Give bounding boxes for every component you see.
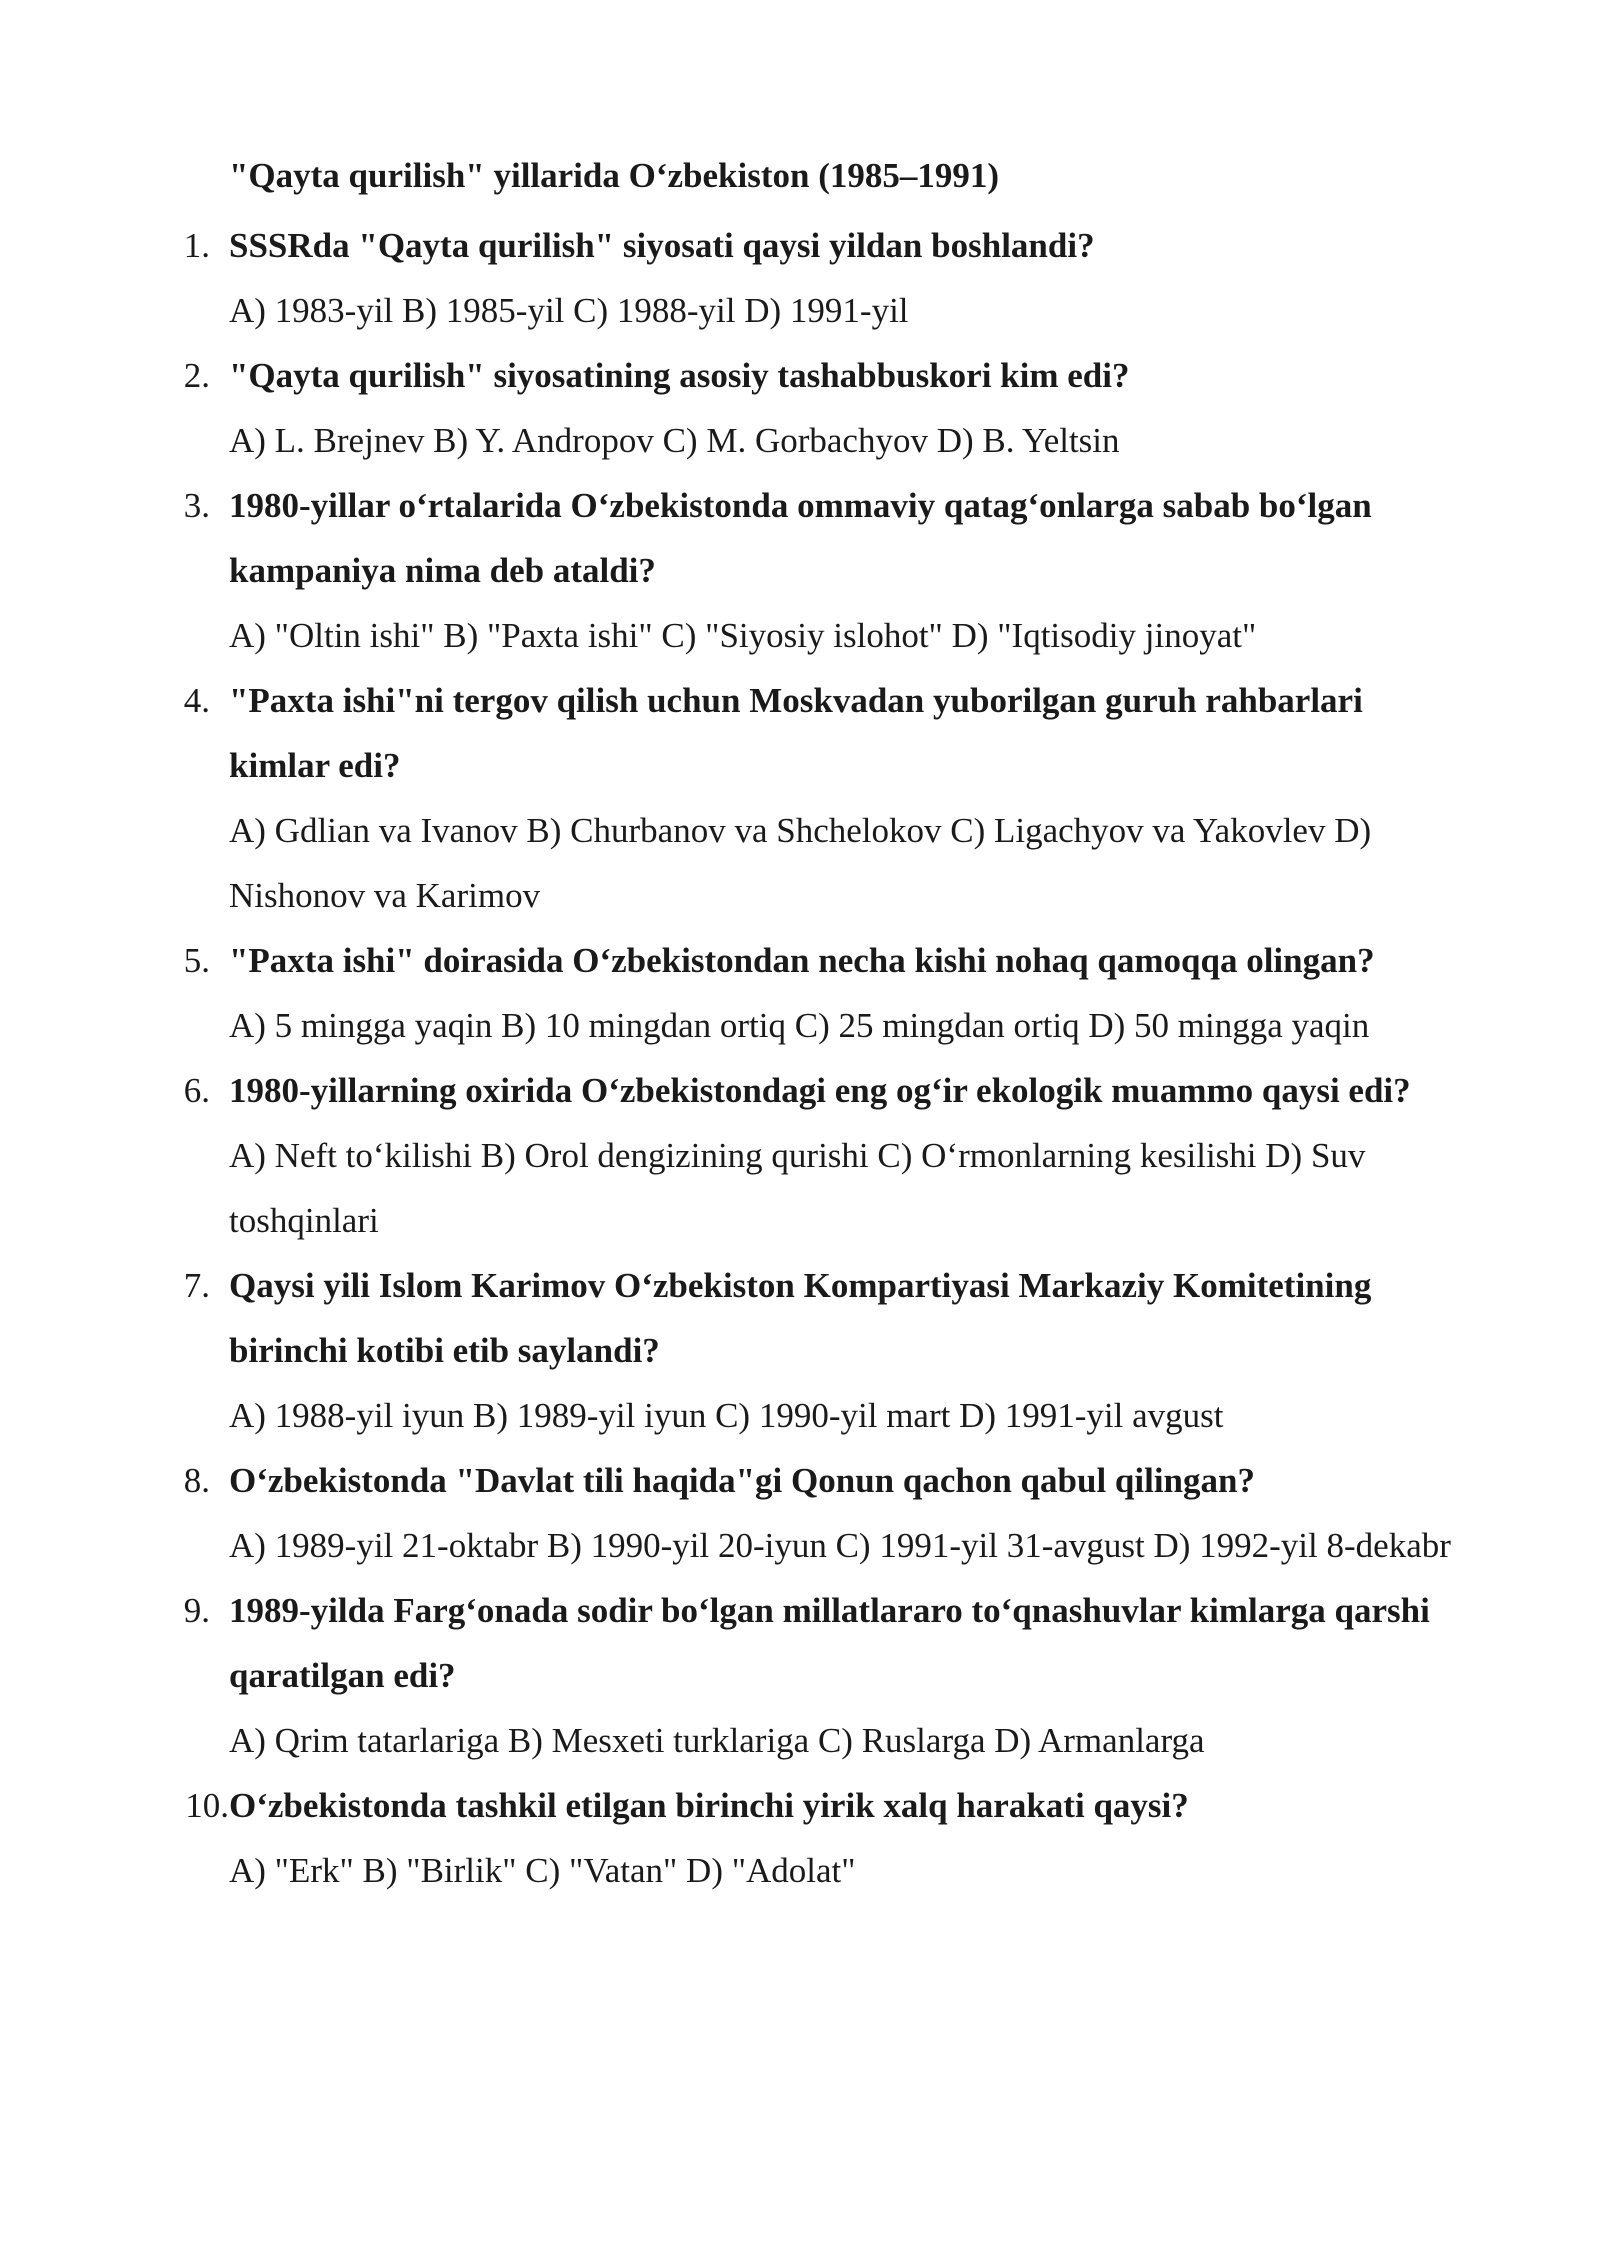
question-number: 4. [183,681,210,720]
answer-options: A) 5 mingga yaqin B) 10 mingdan ortiq C) 25 mingdan ortiq D) 50 mingga yaqin [229,1006,1370,1045]
question-text: 1980-yillar o‘rtalarida O‘zbekistonda ommaviy qatag‘onlarga sabab bo‘lgan kampaniya nima deb ataldi? [229,486,1372,590]
question-item [0,668,1600,928]
question-number: 2. [183,356,210,395]
answer-options: A) Gdlian va Ivanov B) Churbanov va Shchelokov C) Ligachyov va Yakovlev D) Nishonov va Karimov [229,811,1372,915]
question-number: 7. [183,1266,210,1305]
question-number: 6. [183,1071,210,1110]
answer-options: A) "Erk" B) "Birlik" C) "Vatan" D) "Adolat" [229,1851,856,1890]
document-title: "Qayta qurilish" yillarida O‘zbekiston (1985–1991) [229,156,1000,195]
question-item [0,213,1600,343]
answer-options: A) 1983-yil B) 1985-yil C) 1988-yil D) 1991-yil [229,291,909,330]
question-item [0,343,1600,473]
question-text: 1989-yilda Farg‘onada sodir bo‘lgan millatlararo to‘qnashuvlar kimlarga qarshi qaratilgan edi? [229,1591,1430,1695]
question-item [0,473,1600,668]
question-item [0,1253,1600,1448]
question-list [0,213,1600,1903]
question-text: 1980-yillarning oxirida O‘zbekistondagi eng og‘ir ekologik muammo qaysi edi? [229,1071,1411,1110]
question-number: 3. [183,486,210,525]
question-text: Qaysi yili Islom Karimov O‘zbekiston Kompartiyasi Markaziy Komitetining birinchi kotibi etib saylandi? [229,1266,1372,1370]
question-text: "Paxta ishi" doirasida O‘zbekistondan necha kishi nohaq qamoqqa olingan? [229,941,1375,980]
question-text: SSSRda "Qayta qurilish" siyosati qaysi yildan boshlandi? [229,226,1095,265]
question-item [0,1448,1600,1578]
answer-options: A) 1989-yil 21-oktabr B) 1990-yil 20-iyun C) 1991-yil 31-avgust D) 1992-yil 8-dekabr [229,1526,1451,1565]
question-item [0,1773,1600,1903]
answer-options: A) Qrim tatarlariga B) Mesxeti turklariga C) Ruslarga D) Armanlarga [229,1721,1205,1760]
question-number: 8. [183,1461,210,1500]
question-number: 1. [183,226,210,265]
question-text: "Paxta ishi"ni tergov qilish uchun Moskvadan yuborilgan guruh rahbarlari kimlar edi? [229,681,1363,785]
question-item [0,1058,1600,1253]
answer-options: A) Neft to‘kilishi B) Orol dengizining qurishi C) O‘rmonlarning kesilishi D) Suv toshqinlari [229,1136,1366,1240]
question-item [0,1578,1600,1773]
question-text: "Qayta qurilish" siyosatining asosiy tashabbuskori kim edi? [229,356,1130,395]
question-text: O‘zbekistonda tashkil etilgan birinchi yirik xalq harakati qaysi? [229,1786,1189,1825]
question-number: 10. [185,1786,229,1825]
question-number: 9. [183,1591,210,1630]
question-text: O‘zbekistonda "Davlat tili haqida"gi Qonun qachon qabul qilingan? [229,1461,1255,1500]
answer-options: A) 1988-yil iyun B) 1989-yil iyun C) 1990-yil mart D) 1991-yil avgust [229,1396,1224,1435]
question-number: 5. [183,941,210,980]
answer-options: A) L. Brejnev B) Y. Andropov C) M. Gorbachyov D) B. Yeltsin [229,421,1120,460]
question-item [0,928,1600,1058]
answer-options: A) "Oltin ishi" B) "Paxta ishi" C) "Siyosiy islohot" D) "Iqtisodiy jinoyat" [229,616,1257,655]
